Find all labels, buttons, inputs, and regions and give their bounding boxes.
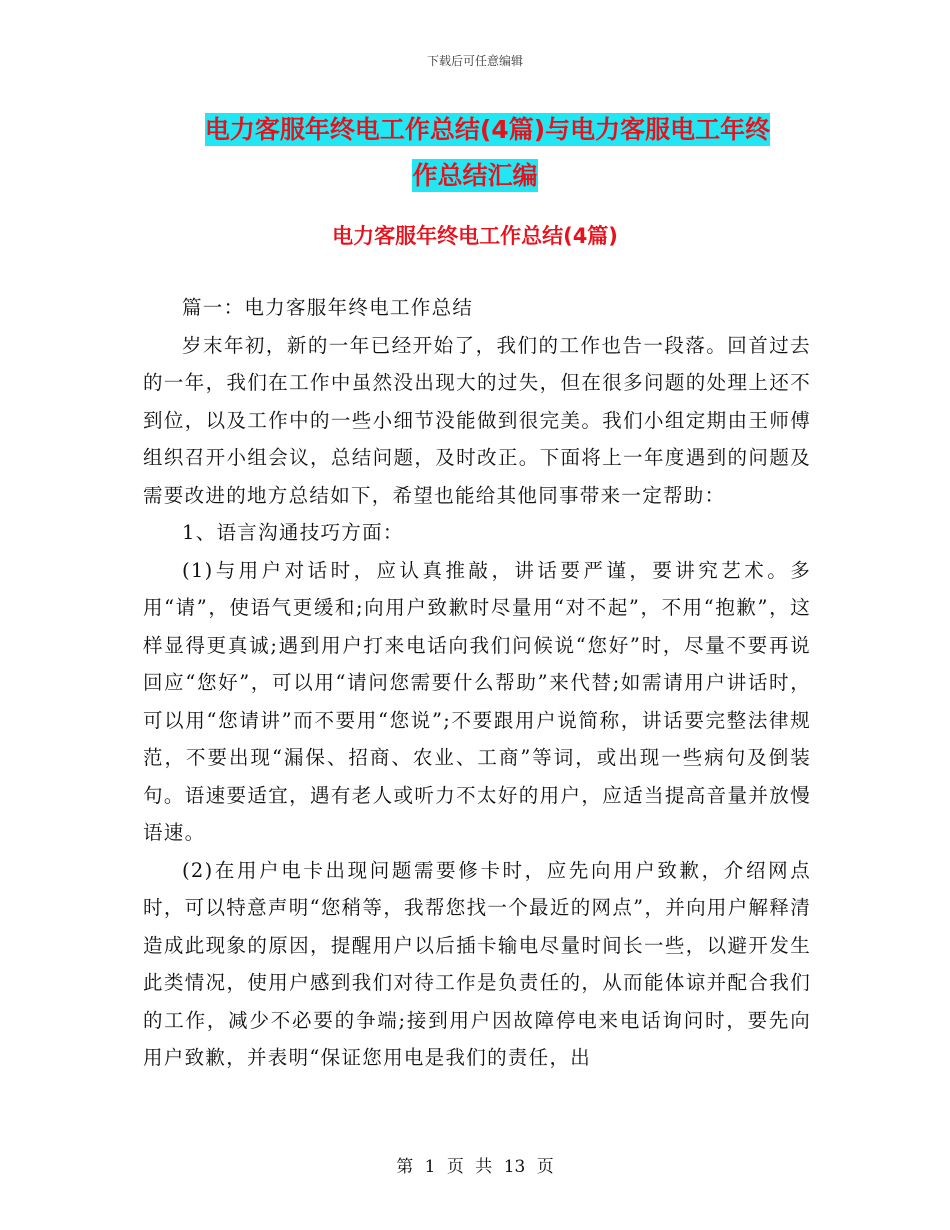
document-title-line-1-text: 电力客服年终电工作总结(4篇)与电力客服电工年终	[204, 115, 771, 144]
page-footer: 第 1 页 共 13 页	[396, 1157, 554, 1177]
document-title-line-1	[0, 106, 950, 154]
document-title-line-2-text: 作总结汇编	[412, 161, 538, 190]
header-note: 下载后可任意编辑	[426, 54, 523, 68]
paragraph: (2)在用户电卡出现问题需要修卡时，应先向用户致歉，介绍网点时，可以特意声明“您稍等，我帮您找一个最近的网点”，并向用户解释清造成此现象的原因，提醒用户以后插卡输电尽量时间长一些，以避开发生此类情况，使用户感到我们对待工作是负责任的，从而能体谅并配合我们的工作，减少不必要的争端;接到用户因故障停电来电话询问时，要先向用户致歉，并表明“保证您用电是我们的责任，出	[143, 858, 811, 1069]
paragraph: 1、语言沟通技巧方面：	[182, 521, 404, 544]
section-title: 电力客服年终电工作总结(4篇)	[332, 224, 618, 248]
paragraph: 篇一：电力客服年终电工作总结	[182, 296, 474, 319]
paragraph: 岁末年初，新的一年已经开始了，我们的工作也告一段落。回首过去的一年，我们在工作中虽然没出现大的过失，但在很多问题的处理上还不到位，以及工作中的一些小细节没能做到很完美。我们小组定期由王师傅组织召开小组会议，总结问题，及时改正。下面将上一年度遇到的问题及需要改进的地方总结如下，希望也能给其他同事带来一定帮助：	[143, 333, 811, 507]
body-text	[143, 289, 811, 1077]
document-title-line-2	[0, 152, 950, 200]
paragraph: (1)与用户对话时，应认真推敲，讲话要严谨，要讲究艺术。多用“请”，使语气更缓和;向用户致歉时尽量用“对不起”，不用“抱歉”，这样显得更真诚;遇到用户打来电话向我们问候说“您好”时，尽量不要再说回应“您好”，可以用“请问您需要什么帮助”来代替;如需请用户讲话时，可以用“您请讲”而不要用“您说”;不要跟用户说简称，讲话要完整法律规范，不要出现“漏保、招商、农业、工商”等词，或出现一些病句及倒装句。语速要适宜，遇有老人或听力不太好的用户，应适当提高音量并放慢语速。	[143, 558, 811, 844]
